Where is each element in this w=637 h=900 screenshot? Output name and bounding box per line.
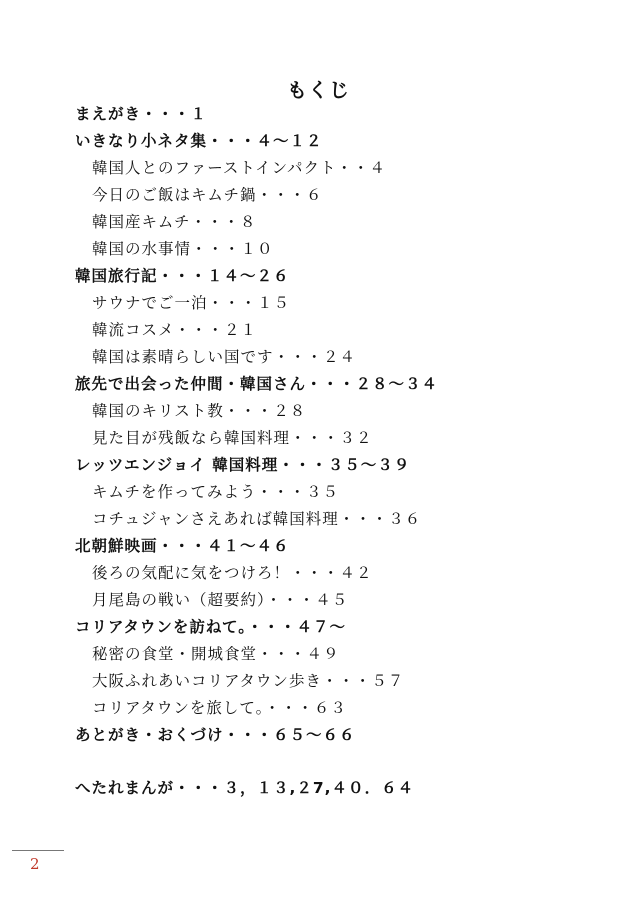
toc-entry: いきなり小ネタ集・・・４～１２ xyxy=(75,132,323,150)
toc-subentry: サウナでご一泊・・・１５ xyxy=(92,294,291,312)
toc-subentry: コチュジャンさえあれば韓国料理・・・３６ xyxy=(92,510,422,528)
toc-subentry: 後ろの気配に気をつけろ！・・・４２ xyxy=(92,564,373,582)
toc-subentry: コリアタウンを旅して。・・・６３ xyxy=(92,699,347,717)
toc-entry: 北朝鮮映画・・・４１～４６ xyxy=(75,537,290,555)
toc-entry: あとがき・おくづけ・・・６５～６６ xyxy=(75,726,356,744)
toc-entry: まえがき・・・１ xyxy=(75,105,208,123)
toc-subentry: キムチを作ってみよう・・・３５ xyxy=(92,483,340,501)
toc-subentry: 秘密の食堂・開城食堂・・・４９ xyxy=(92,645,340,663)
toc-subentry: 見た目が残飯なら韓国料理・・・３２ xyxy=(92,429,373,447)
toc-subentry: 韓国産キムチ・・・８ xyxy=(92,213,257,231)
toc-subentry: 韓国の水事情・・・１０ xyxy=(92,240,274,258)
toc-entry: へたれまんが・・・３，１３,２7,４０．６４ xyxy=(75,779,415,797)
toc-subentry: 月尾島の戦い（超要約）・・・４５ xyxy=(92,591,349,609)
toc-subentry: 韓国は素晴らしい国です・・・２４ xyxy=(92,348,357,366)
toc-subentry: 韓国のキリスト教・・・２８ xyxy=(92,402,307,420)
page-title: もくじ xyxy=(287,78,350,102)
footer-rule xyxy=(12,850,64,851)
toc-subentry: 韓流コスメ・・・２１ xyxy=(92,321,258,339)
toc-subentry: 韓国人とのファーストインパクト・・４ xyxy=(92,159,387,177)
toc-entry: 旅先で出会った仲間・韓国さん・・・２８～３４ xyxy=(75,375,439,393)
toc-entry: 韓国旅行記・・・１４～２６ xyxy=(75,267,290,285)
page-number: 2 xyxy=(30,855,40,873)
toc-subentry: 大阪ふれあいコリアタウン歩き・・・５７ xyxy=(92,672,405,690)
toc-entry: コリアタウンを訪ねて。・・・４７～ xyxy=(75,618,346,636)
toc-subentry: 今日のご飯はキムチ鍋・・・６ xyxy=(92,186,323,204)
toc-entry: レッツエンジョイ 韓国料理・・・３５～３９ xyxy=(75,456,411,474)
